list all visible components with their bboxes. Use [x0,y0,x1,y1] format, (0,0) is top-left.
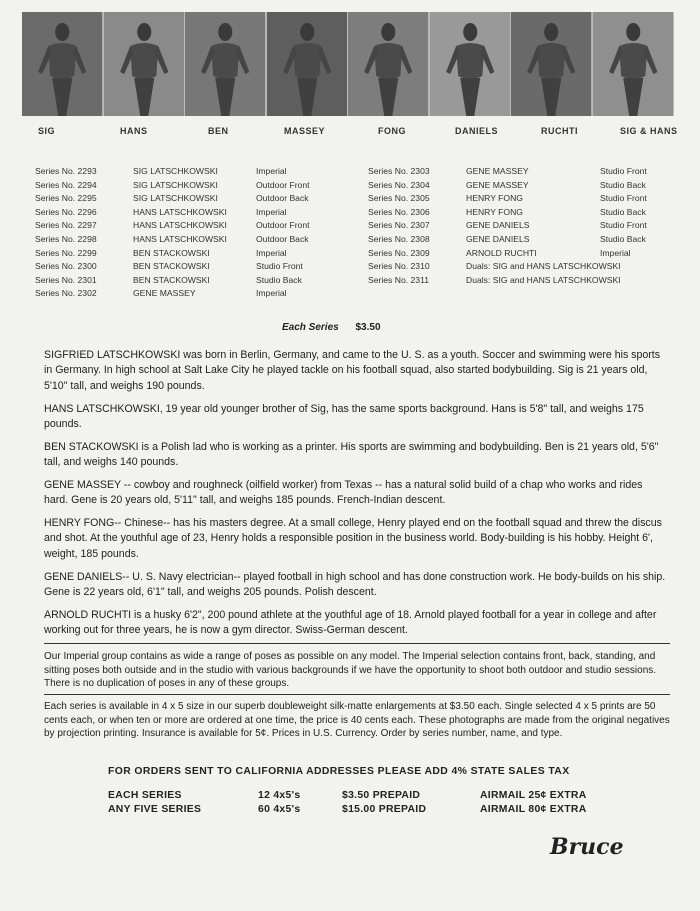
series-model: HENRY FONG [466,193,523,204]
series-number: Series No. 2297 [35,220,97,231]
imperial-note: Our Imperial group contains as wide a range of poses as possible on any model. The Imperial selection contains front, back, standing, and sitting poses both outside and in the studio with various backgrounds if we have the opportunity to shoot both outdoor and studio sessions. There is no duplication of poses in any of these groups. [44,651,657,690]
model-photo [430,12,512,116]
series-model: ARNOLD RUCHTI [466,247,537,258]
series-number: Series No. 2310 [368,261,430,272]
series-model: SIG LATSCHKOWSKI [133,179,218,190]
series-row [368,206,668,220]
series-model: SIG LATSCHKOWSKI [133,193,218,204]
series-row [368,192,668,206]
series-row [368,219,668,233]
series-model: GENE MASSEY [466,166,529,176]
model-photo [593,12,675,116]
series-type: Outdoor Back [256,193,309,204]
divider [44,643,670,644]
series-row [35,219,335,233]
pricing-label: EACH SERIES [108,790,182,801]
series-type: Studio Back [600,233,646,244]
series-number: Series No. 2295 [35,193,97,204]
model-photo [104,12,186,116]
series-number: Series No. 2296 [35,206,97,217]
bio-ben: BEN STACKOWSKI is a Polish lad who is working as a printer. His sports are swimming and bodybuilding. Ben is 21 years old, 5'6" tall, and weighs 140 pounds. [44,441,659,469]
series-type: Studio Front [256,261,303,272]
bio-hans: HANS LATSCHKOWSKI, 19 year old younger brother of Sig, has the same sports background. Hans is 5'8" tall, and weighs 175 pounds. [44,403,644,431]
photo-caption: SIG & HANS [620,126,678,136]
series-row [35,260,335,274]
series-number: Series No. 2304 [368,179,430,190]
series-number: Series No. 2311 [368,274,429,285]
model-photo [185,12,267,116]
series-row [35,165,335,179]
series-row [35,287,335,301]
airmail-extra: AIRMAIL 80¢ EXTRA [480,804,587,815]
model-photo [348,12,430,116]
series-row [35,247,335,261]
bio-sig: SIGFRIED LATSCHKOWSKI was born in Berlin, Germany, and came to the U. S. as a youth. Soccer and swimming were his sports in Germany. In high school at Salt Lake City he played tackle on his football squad, also started bodybuilding. Sig is 21 years old, 5'10" tall, and weighs 190 pounds. [44,349,661,392]
series-model: HANS LATSCHKOWSKI [133,206,227,217]
series-row [35,179,335,193]
series-row [35,206,335,220]
series-model: GENE DANIELS [466,233,530,244]
photo-caption: FONG [378,126,406,136]
bio-ruchti: ARNOLD RUCHTI is a husky 6'2", 200 pound athlete at the youthful age of 18. Arnold played football for a year in college and after working out for three years, he is now a gym director. Swiss-German descent. [44,609,657,637]
pricing-quantity: 60 4x5's [258,804,301,815]
photo-caption: RUCHTI [541,126,578,136]
photo-captions [22,126,682,140]
series-list-left [35,165,335,301]
series-row [368,165,668,179]
series-model: HANS LATSCHKOWSKI [133,233,227,244]
series-number: Series No. 2298 [35,233,97,244]
series-number: Series No. 2309 [368,247,430,258]
series-row [368,179,668,193]
airmail-extra: AIRMAIL 25¢ EXTRA [480,790,587,801]
series-row [35,192,335,206]
series-type: Studio Front [600,220,647,231]
photo-caption: SIG [38,126,56,136]
series-type: Imperial [256,288,287,299]
order-note: Each series is available in 4 x 5 size in our superb doubleweight silk-matte enlargements at $3.50 each. Single selected 4 x 5 prints are 50 cents each, or when ten or more are ordered at one time, the price is 40 cents each. These photographs are made from the original negatives by projection printing. Insurance is available for 5¢. Prices in U.S. Currency. Order by series number, name, and type. [44,701,670,740]
photo-caption: MASSEY [284,126,326,136]
bio-daniels: GENE DANIELS-- U. S. Navy electrician-- played football in high school and has done construction work. He body-builds on his ship. Gene is 22 years old, 6'1" tall, and weighs 205 pounds. Polish descent. [44,571,666,599]
series-number: Series No. 2306 [368,206,430,217]
series-model: HANS LATSCHKOWSKI [133,220,227,231]
each-series-label: Each Series [282,322,339,333]
series-type: Studio Back [600,179,646,190]
divider [44,694,670,695]
series-row [35,274,335,288]
series-type: Outdoor Front [256,220,310,231]
series-type: Studio Back [256,274,302,285]
series-row [35,233,335,247]
tax-notice: FOR ORDERS SENT TO CALIFORNIA ADDRESSES PLEASE ADD 4% STATE SALES TAX [108,766,570,777]
series-model: GENE MASSEY [466,179,529,190]
photo-caption: BEN [208,126,229,136]
series-type: Imperial [256,247,287,258]
model-photo [267,12,349,116]
series-type: Studio Front [600,166,647,176]
series-number: Series No. 2299 [35,247,97,258]
bio-fong: HENRY FONG-- Chinese-- has his masters degree. At a small college, Henry played end on the football squad and threw the discus and shot. At the youthful age of 23, Henry holds a responsible position in the business world. Body-building is his hobby. Height 6', weight, 185 pounds. [44,517,662,560]
series-number: Series No. 2307 [368,220,430,231]
pricing-labels [108,789,201,817]
series-row [368,233,668,247]
series-type: Imperial [256,206,287,217]
series-row [368,274,668,288]
signature: Bruce [550,834,624,860]
series-number: Series No. 2294 [35,179,97,190]
series-number: Series No. 2293 [35,166,97,176]
model-photo [22,12,104,116]
series-model: HENRY FONG [466,206,523,217]
bio-massey: GENE MASSEY -- cowboy and roughneck (oilfield worker) from Texas -- has a natural solid build of a chap who works and rides hard. Gene is 20 years old, 5'11" tall, and weighs 185 pounds. French-Indian descent. [44,479,643,507]
pricing-price [342,789,426,817]
series-model: BEN STACKOWSKI [133,247,210,258]
series-model: SIG LATSCHKOWSKI [133,166,218,176]
pricing-amount: $3.50 PREPAID [342,790,421,801]
series-list-right [368,165,668,287]
pricing-airmail [480,789,587,817]
series-row [368,247,668,261]
series-type: Imperial [256,166,287,176]
photo-caption: HANS [120,126,148,136]
each-series-price [282,322,381,333]
series-model: GENE MASSEY [133,288,196,299]
series-model: GENE DANIELS [466,220,530,231]
series-number: Series No. 2305 [368,193,430,204]
pricing-amount: $15.00 PREPAID [342,804,427,815]
series-type: Imperial [600,247,631,258]
series-number: Series No. 2302 [35,288,97,299]
pricing-label: ANY FIVE SERIES [108,804,202,815]
pricing-qty [258,789,300,817]
series-number: Series No. 2308 [368,233,430,244]
pricing-quantity: 12 4x5's [258,790,301,801]
series-model: Duals: SIG and HANS LATSCHKOWSKI [466,274,621,285]
series-number: Series No. 2301 [35,274,97,285]
series-number: Series No. 2303 [368,166,430,176]
photo-strip [22,12,674,116]
series-type: Outdoor Back [256,233,309,244]
series-model: BEN STACKOWSKI [133,261,210,272]
photo-caption: DANIELS [455,126,499,136]
series-type: Studio Back [600,206,646,217]
series-type: Studio Front [600,193,647,204]
series-model: Duals: SIG and HANS LATSCHKOWSKI [466,261,621,272]
each-series-amount: $3.50 [355,322,381,333]
series-number: Series No. 2300 [35,261,97,272]
model-photo [511,12,593,116]
series-row [368,260,668,274]
series-type: Outdoor Front [256,179,310,190]
series-model: BEN STACKOWSKI [133,274,210,285]
